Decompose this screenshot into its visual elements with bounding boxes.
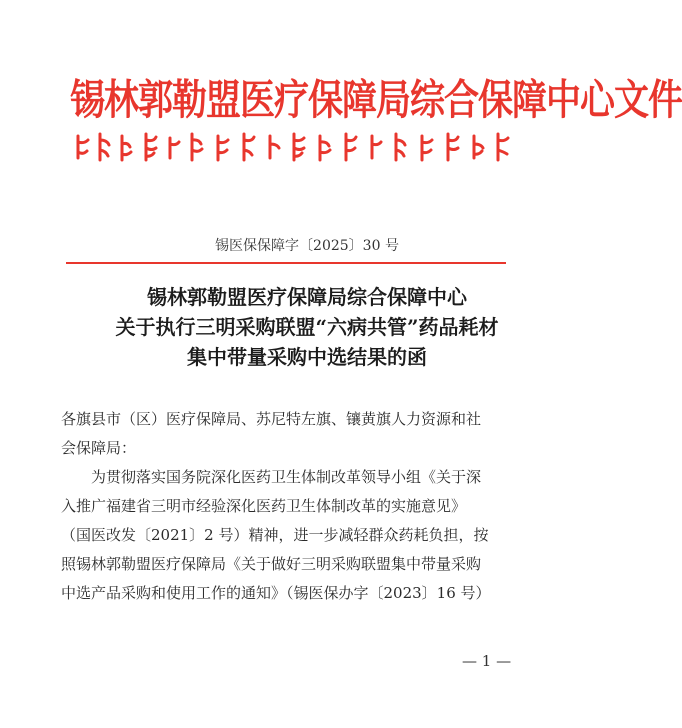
document-number: 锡医保保障字〔2025〕30 号 (215, 238, 399, 254)
paragraph-line-5: 中选产品采购和使用工作的通知》（锡医保办字〔2023〕16 号） (61, 584, 491, 602)
paragraph-line-2: 入推广福建省三明市经验深化医药卫生体制改革的实施意见》 (61, 497, 467, 515)
title-line-3: 集中带量采购中选结果的函 (187, 345, 427, 369)
mongolian-script-line (72, 128, 512, 168)
recipients-line-1: 各旗县市（区）医疗保障局、苏尼特左旗、镶黄旗人力资源和社 (61, 410, 482, 428)
document-body (61, 405, 531, 608)
document-title (0, 282, 614, 372)
paragraph-line-1: 为贯彻落实国务院深化医药卫生体制改革领导小组《关于深 (91, 468, 482, 486)
paragraph-line-3: （国医改发〔2021〕2 号）精神，进一步减轻群众药耗负担，按 (61, 526, 489, 544)
title-line-1: 锡林郭勒盟医疗保障局综合保障中心 (147, 285, 467, 309)
red-divider-line (66, 262, 506, 264)
paragraph-line-4: 照锡林郭勒盟医疗保障局《关于做好三明采购联盟集中带量采购 (61, 555, 482, 573)
title-line-2: 关于执行三明采购联盟“六病共管”药品耗材 (115, 315, 499, 339)
recipients-line-2: 会保障局： (61, 439, 137, 457)
page-number: — 1 — (462, 652, 512, 670)
issuer-header-title: 锡林郭勒盟医疗保障局综合保障中心文件 (70, 76, 682, 125)
